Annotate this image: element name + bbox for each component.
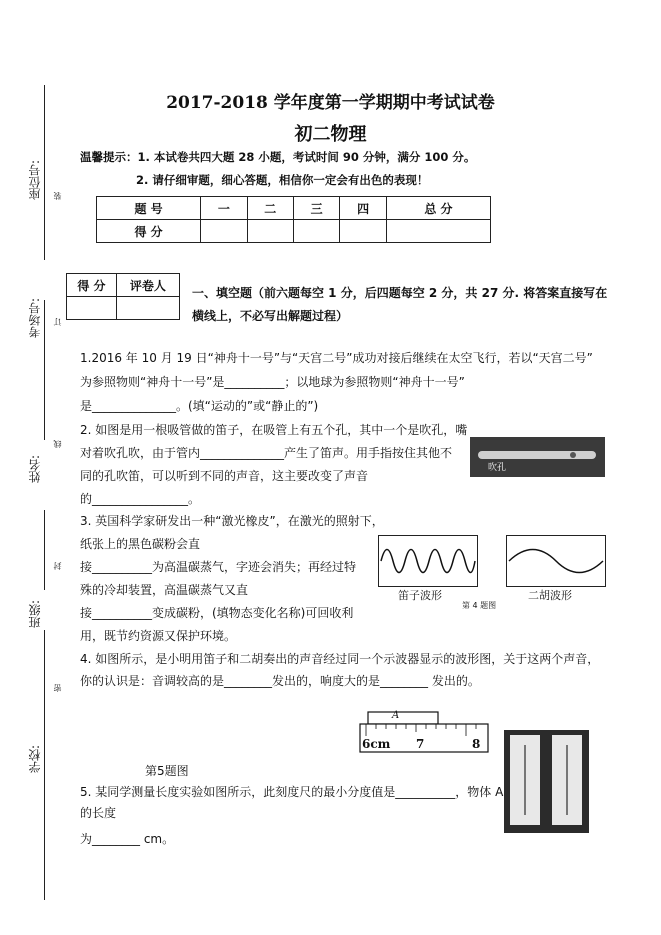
class-label: 班级: (28, 600, 42, 629)
score-table (96, 196, 491, 243)
thermometer-tube-right (566, 745, 568, 815)
flute-label: 吹孔 (488, 463, 507, 473)
score-header-cell: 题 号 (97, 197, 201, 220)
binding-mark: 订 (53, 318, 62, 326)
grader-name-cell[interactable] (116, 297, 179, 320)
flute-tube (478, 451, 596, 459)
q2-line2: 对着吹孔吹，由于管内______________产生了笛声。用手指按住其他不 (80, 446, 453, 460)
score-header-cell: 二 (247, 197, 293, 220)
grader-score-header: 得 分 (67, 274, 117, 297)
exam-title: 2017-2018 学年度第一学期期中考试试卷 (166, 93, 495, 113)
flute-waveform-label: 笛子波形 (398, 589, 442, 602)
score-row-label: 得 分 (97, 220, 201, 243)
q5-line3: 为________ cm。 (80, 832, 175, 846)
score-cell[interactable] (247, 220, 293, 243)
q1-line2: 为参照物则“神舟十一号”是__________；以地球为参照物则“神舟十一号” (80, 375, 465, 389)
erhu-waveform-label: 二胡波形 (528, 589, 572, 602)
score-cell[interactable] (340, 220, 386, 243)
score-header-cell: 一 (201, 197, 247, 220)
score-header-cell: 四 (340, 197, 386, 220)
binding-line-4 (44, 630, 45, 900)
ruler-tick-label: 8 (472, 737, 481, 751)
exam-room-label: 考场号: (28, 298, 42, 339)
q5-line1: 5. 某同学测量长度实验如图所示，此刻度尺的最小分度值是__________，物体 A (80, 785, 504, 799)
binding-mark: 密 (53, 684, 62, 692)
ruler-tick-label: 6cm (362, 737, 391, 751)
q2-line1: 2. 如图是用一根吸管做的笛子，在吸管上有五个孔，其中一个是吹孔，嘴 (80, 423, 468, 437)
ruler-figure (358, 710, 490, 754)
fig5-caption: 第5题图 (145, 764, 189, 778)
binding-mark: 装 (53, 192, 62, 200)
tip-line-2: 2. 请仔细审题，细心答题，相信你一定会有出色的表现！ (136, 173, 429, 187)
flute-waveform-box (378, 535, 478, 587)
q3-line4: 殊的冷却装置，高温碳蒸气又直 (80, 583, 249, 597)
seat-label: 座位号: (28, 160, 42, 201)
fig4-caption: 第 4 题图 (462, 601, 497, 610)
q2-line3: 同的孔吹笛，可以听到不同的声音，这主要改变了声音 (80, 469, 369, 483)
erhu-waveform (507, 536, 605, 586)
score-cell[interactable] (293, 220, 339, 243)
tip-line-1: 温馨提示：1. 本试卷共四大题 28 小题，考试时间 90 分钟，满分 100 分。 (80, 150, 476, 164)
thermometer-tube-left (524, 745, 526, 815)
q4-line1: 4. 如图所示，是小明用笛子和二胡奏出的声音经过同一个示波器显示的波形图，关于这两个声音， (80, 652, 600, 666)
q3-line5: 接__________变成碳粉，(填物态变化名称)可回收利 (80, 606, 354, 620)
erhu-waveform-box (506, 535, 606, 587)
grader-name-header: 评卷人 (116, 274, 179, 297)
score-row (97, 220, 491, 243)
section1-heading-line1: 一、填空题（前六题每空 1 分，后四题每空 2 分，共 27 分. 将答案直接写在 (192, 286, 608, 300)
q1-line1: 1.2016 年 10 月 19 日“神舟十一号”与“天宫二号”成功对接后继续在太空飞行，若以“天宫二号” (80, 351, 593, 365)
q3-line3: 接__________为高温碳蒸气，字迹会消失；再经过特 (80, 560, 357, 574)
score-header-row (97, 197, 491, 220)
thermometer-photo (504, 730, 589, 833)
q3-line1: 3. 英国科学家研发出一种“激光橡皮”，在激光的照射下， (80, 514, 384, 528)
binding-mark: 线 (53, 440, 62, 448)
q3-line2: 纸张上的黑色碳粉会直 (80, 537, 201, 551)
grader-score-cell[interactable] (67, 297, 117, 320)
q5-line2: 的长度 (80, 806, 117, 820)
binding-mark: 封 (53, 562, 62, 570)
flute-hole (570, 452, 576, 458)
grader-table (66, 273, 180, 320)
section1-heading-line2: 横线上，不必写出解题过程） (192, 309, 349, 323)
score-header-cell: 三 (293, 197, 339, 220)
q2-line4: 的________________。 (80, 492, 201, 506)
name-label: 姓名: (28, 455, 42, 484)
subject-title: 初二物理 (294, 124, 367, 145)
flute-waveform (379, 536, 477, 586)
score-header-cell: 总 分 (386, 197, 490, 220)
q4-line2: 你的认识是：音调较高的是________发出的，响度大的是________ 发出的。 (80, 674, 480, 688)
school-label: 学校: (28, 745, 42, 774)
q1-line3: 是______________。(填“运动的”或“静止的”) (80, 399, 319, 413)
ruler-object-label: A (392, 710, 400, 721)
q3-line6: 用，既节约资源又保护环境。 (80, 629, 237, 643)
flute-photo (470, 437, 605, 477)
binding-line-3 (44, 510, 45, 590)
score-cell[interactable] (386, 220, 490, 243)
binding-line-2 (44, 300, 45, 440)
score-cell[interactable] (201, 220, 247, 243)
ruler-tick-label: 7 (416, 737, 425, 751)
